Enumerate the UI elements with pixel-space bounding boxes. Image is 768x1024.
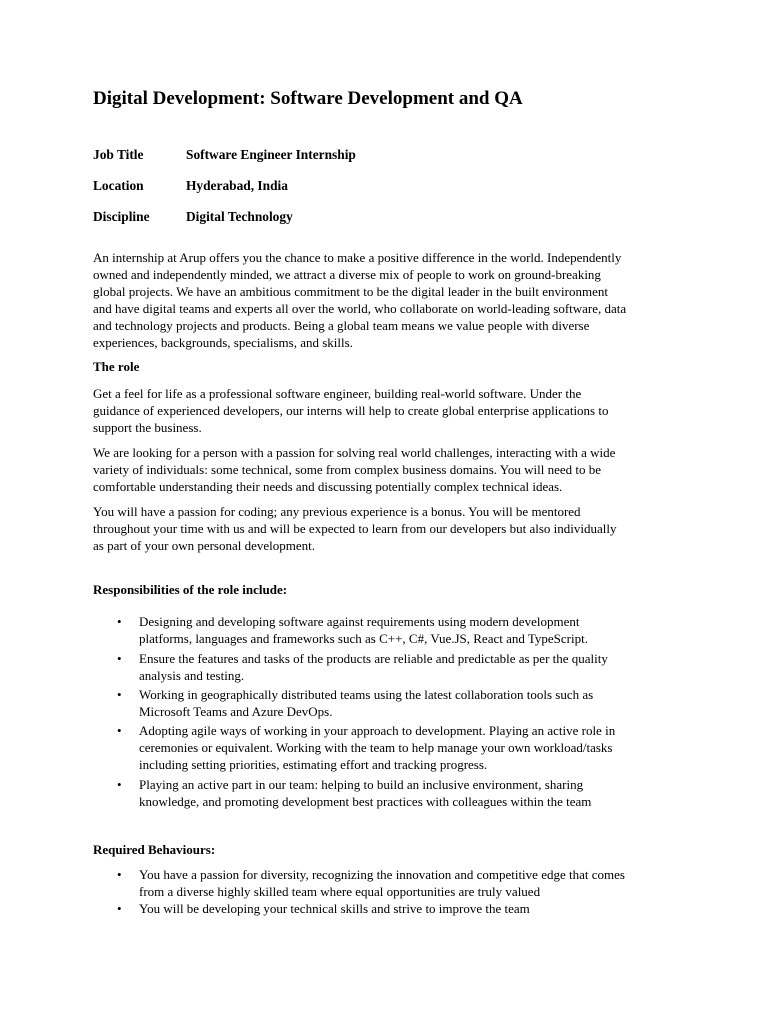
job-title-value: Software Engineer Internship [186,147,356,162]
responsibility-item: Working in geographically distributed teams using the latest collaboration tools such as Microsoft Teams and Azure DevOps. [139,687,594,719]
responsibility-item: Designing and developing software against requirements using modern development platforms, languages and frameworks such as C++, C#, Vue.JS, React and TypeScript. [139,614,588,646]
document-title: Digital Development: Software Development and QA [93,88,523,109]
bullet-marker: • [117,777,122,792]
role-heading: The role [93,359,140,374]
discipline-label: Discipline [93,209,150,224]
responsibility-item: Adopting agile ways of working in your approach to development. Playing an active role in ceremonies or equivalent. Working with the team to help manage your own workload/tasks including setting priorities, estimating effort and tracking progress. [139,723,616,772]
bullet-marker: • [117,651,122,666]
responsibility-item: Playing an active part in our team: helping to build an inclusive environment, sharing knowledge, and promoting development best practices with colleagues within the team [139,777,592,809]
behaviour-item: You will be developing your technical skills and strive to improve the team [139,901,530,916]
role-paragraph-1: Get a feel for life as a professional software engineer, building real-world software. Under the guidance of experienced developers, our interns will help to create global enterprise applications to support the business. [93,386,609,435]
bullet-marker: • [117,867,122,882]
responsibilities-heading: Responsibilities of the role include: [93,582,288,597]
bullet-marker: • [117,687,122,702]
discipline-value: Digital Technology [186,209,293,224]
behaviour-item: You have a passion for diversity, recognizing the innovation and competitive edge that comes from a diverse highly skilled team where equal opportunities are truly valued [139,867,625,899]
intro-paragraph: An internship at Arup offers you the chance to make a positive difference in the world. Independently owned and independently minded, we attract a diverse mix of people to work on ground-breaking global projects. We have an ambitious commitment to be the digital leader in the built environment and have digital teams and experts all over the world, who collaborate on world-leading software, data and technology projects and products. Being a global team means we value people with diverse experiences, backgrounds, specialisms, and skills. [93,250,627,350]
behaviours-heading: Required Behaviours: [93,842,216,857]
location-value: Hyderabad, India [186,178,288,193]
job-title-label: Job Title [93,147,144,162]
bullet-marker: • [117,614,122,629]
role-paragraph-3: You will have a passion for coding; any previous experience is a bonus. You will be mentored throughout your time with us and will be expected to learn from our developers but also individually as part of your own personal development. [93,504,617,553]
bullet-marker: • [117,901,122,916]
bullet-marker: • [117,723,122,738]
location-label: Location [93,178,144,193]
role-paragraph-2: We are looking for a person with a passion for solving real world challenges, interacting with a wide variety of individuals: some technical, some from complex business domains. You will need to be comfortable understanding their needs and discussing potentially complex technical ideas. [93,445,616,494]
responsibility-item: Ensure the features and tasks of the products are reliable and predictable as per the quality analysis and testing. [139,651,608,683]
